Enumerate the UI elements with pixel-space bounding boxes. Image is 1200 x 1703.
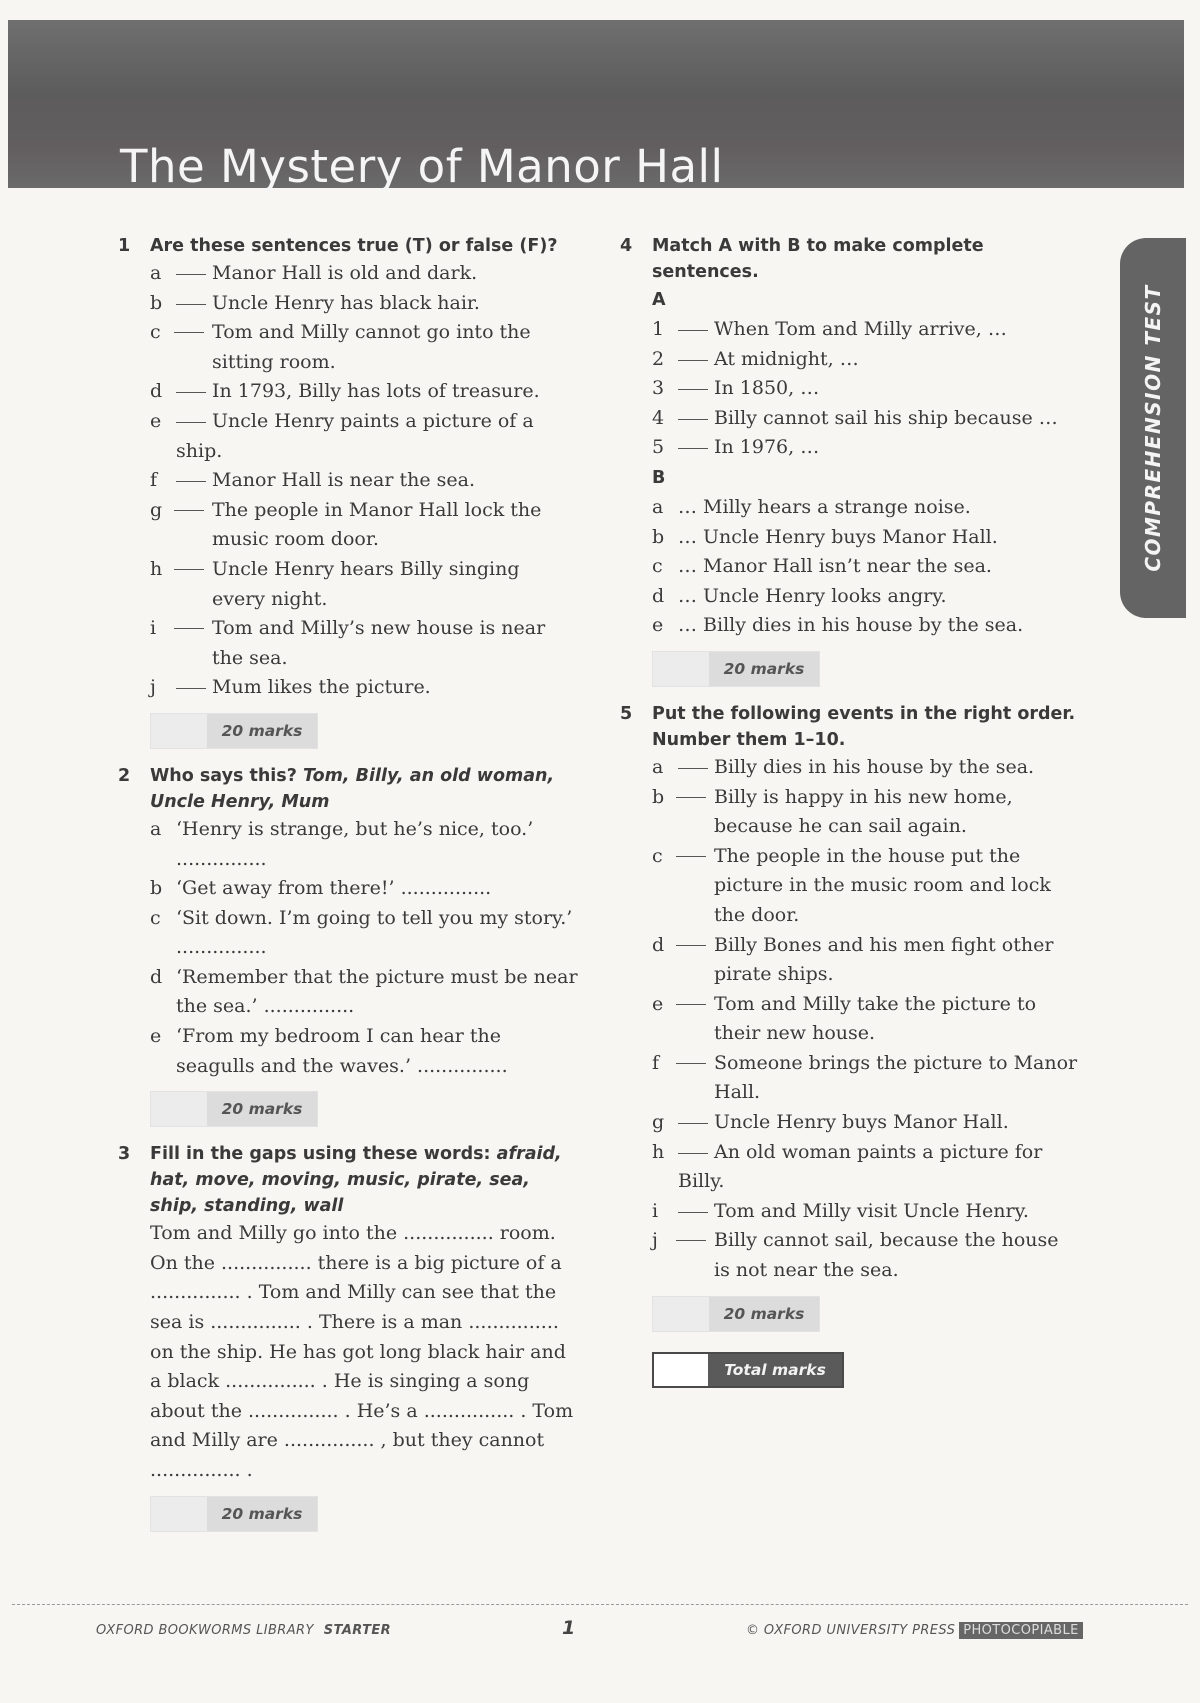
list-item <box>620 523 1080 553</box>
question-number: 5 <box>620 703 633 724</box>
footer-series <box>96 1623 391 1638</box>
item-letter: e <box>652 614 664 637</box>
marks-box[interactable] <box>150 1496 318 1532</box>
item-text: Billy is happy in his new home, because he can sail again. <box>714 785 1013 838</box>
list-item <box>620 1226 1080 1285</box>
page-number: 1 <box>562 1617 576 1639</box>
item-letter: e <box>150 1025 162 1048</box>
list-item <box>620 931 1080 990</box>
list-item <box>118 377 578 407</box>
item-letter: c <box>150 321 161 344</box>
marks-label: 20 marks <box>709 652 819 686</box>
question-text: Fill in the gaps using these words: <box>150 1144 491 1165</box>
publisher-name: © OXFORD UNIVERSITY PRESS <box>746 1623 956 1638</box>
total-marks-label: Total marks <box>708 1354 842 1386</box>
item-text: ‘Sit down. I’m going to tell you my story.’ ............... <box>176 906 573 959</box>
item-text: Uncle Henry paints a picture of a ship. <box>176 409 534 462</box>
item-letter: d <box>652 933 665 956</box>
list-item <box>118 815 578 874</box>
list-item <box>620 374 1080 404</box>
list-item <box>118 673 578 703</box>
list-item <box>118 614 578 673</box>
list-item <box>118 904 578 963</box>
answer-blank[interactable] <box>174 332 204 333</box>
item-letter: j <box>150 676 156 699</box>
item-letter: a <box>150 817 162 840</box>
question-5-heading <box>620 701 1080 753</box>
answer-blank[interactable] <box>176 392 206 393</box>
item-letter: f <box>652 1051 660 1074</box>
question-number: 2 <box>118 765 131 786</box>
question-text: Are these sentences true (T) or false (F)? <box>150 236 558 256</box>
list-item <box>620 582 1080 612</box>
item-number: 4 <box>652 406 665 429</box>
item-letter: j <box>652 1229 658 1252</box>
answer-blank[interactable] <box>678 448 708 449</box>
marks-box[interactable] <box>150 713 318 749</box>
item-text: The people in Manor Hall lock the music room door. <box>212 498 542 551</box>
list-item <box>620 552 1080 582</box>
item-letter: a <box>150 262 162 284</box>
item-number: 2 <box>652 347 665 370</box>
list-item <box>118 496 578 555</box>
list-item <box>620 990 1080 1049</box>
item-text: … Manor Hall isn’t near the sea. <box>678 555 992 578</box>
answer-blank[interactable] <box>176 481 206 482</box>
item-letter: c <box>150 906 161 929</box>
item-text: … Uncle Henry buys Manor Hall. <box>678 525 998 548</box>
list-item <box>620 493 1080 523</box>
side-tab-label: COMPREHENSION TEST <box>1141 284 1165 572</box>
answer-blank[interactable] <box>678 389 708 390</box>
item-text: Billy Bones and his men fight other pirate ships. <box>714 933 1054 986</box>
item-text: Uncle Henry hears Billy singing every night. <box>212 557 520 610</box>
answer-blank[interactable] <box>676 1063 706 1064</box>
question-number: 1 <box>118 236 131 256</box>
item-text: In 1976, … <box>714 436 820 459</box>
item-letter: d <box>150 380 163 403</box>
list-item <box>118 259 578 289</box>
item-letter: b <box>652 525 665 548</box>
list-item <box>118 289 578 319</box>
answer-blank[interactable] <box>678 419 708 420</box>
answer-blank[interactable] <box>678 768 708 769</box>
series-level: STARTER <box>323 1623 392 1638</box>
item-letter: a <box>652 755 664 778</box>
answer-blank[interactable] <box>678 1153 708 1154</box>
list-item <box>118 466 578 496</box>
question-2-heading <box>118 763 578 815</box>
item-number: 5 <box>652 436 665 459</box>
gap-fill-text: Tom and Milly go into the ............... room. On the ............... there is a big picture of a ............... . Tom and Milly can see that the sea is ............... . There is a man ............... on the ship. He has got long black hair and a black ............... . He is singing a song about the ............... . He’s a ............... . Tom and Milly are ............... , but they cannot ............... . <box>150 1222 574 1481</box>
list-item <box>118 318 578 377</box>
item-letter: b <box>150 291 163 314</box>
title-banner <box>8 20 1184 193</box>
marks-label: 20 marks <box>207 714 317 748</box>
item-text: In 1850, … <box>714 377 820 400</box>
item-text: ‘Remember that the picture must be near the sea.’ ............... <box>176 965 578 1018</box>
item-text: ‘Henry is strange, but he’s nice, too.’ ............... <box>176 817 534 870</box>
question-1-heading <box>118 233 578 259</box>
item-text: Tom and Milly cannot go into the sitting room. <box>212 321 531 373</box>
item-letter: h <box>150 557 163 580</box>
item-text: Mum likes the picture. <box>212 676 431 699</box>
answer-blank[interactable] <box>676 856 706 857</box>
total-marks-box[interactable] <box>652 1352 844 1388</box>
item-text: Manor Hall is old and dark. <box>212 262 478 284</box>
item-letter: d <box>652 584 665 607</box>
answer-blank[interactable] <box>176 274 206 275</box>
item-letter: c <box>652 555 663 578</box>
list-item <box>118 1022 578 1081</box>
list-item <box>118 874 578 904</box>
page-title: The Mystery of Manor Hall <box>120 140 724 193</box>
answer-blank[interactable] <box>678 360 708 361</box>
question-options: afraid, hat, move, moving, music, pirate, sea, ship, standing, wall <box>150 1144 562 1217</box>
item-text: Uncle Henry buys Manor Hall. <box>714 1111 1009 1134</box>
list-b-label: B <box>652 467 666 488</box>
answer-blank[interactable] <box>176 304 206 305</box>
marks-label: 20 marks <box>207 1497 317 1531</box>
footer-publisher <box>746 1623 1083 1638</box>
item-text: Billy dies in his house by the sea. <box>714 755 1035 778</box>
list-item <box>118 407 578 466</box>
photocopiable-badge: PHOTOCOPIABLE <box>959 1622 1082 1639</box>
question-text: Who says this? <box>150 765 297 786</box>
item-letter: f <box>150 469 158 492</box>
answer-blank[interactable] <box>174 628 204 629</box>
answer-blank[interactable] <box>174 569 204 570</box>
item-letter: a <box>652 495 664 518</box>
list-item <box>118 963 578 1022</box>
marks-box[interactable] <box>150 1091 318 1127</box>
list-item <box>620 1138 1080 1197</box>
item-text: Tom and Milly visit Uncle Henry. <box>714 1199 1029 1222</box>
item-letter: d <box>150 965 163 988</box>
answer-blank[interactable] <box>678 1123 708 1124</box>
question-number: 3 <box>118 1144 131 1165</box>
side-tab <box>1120 238 1186 618</box>
item-letter: c <box>652 844 663 867</box>
list-item <box>620 1197 1080 1227</box>
item-text: … Billy dies in his house by the sea. <box>678 614 1024 637</box>
item-letter: g <box>150 498 163 521</box>
marks-label: 20 marks <box>709 1297 819 1331</box>
right-column <box>620 233 1080 1388</box>
item-text: In 1793, Billy has lots of treasure. <box>212 380 540 403</box>
list-item <box>620 1108 1080 1138</box>
answer-blank[interactable] <box>676 797 706 798</box>
item-letter: i <box>652 1199 659 1222</box>
series-name: OXFORD BOOKWORMS LIBRARY <box>96 1623 314 1638</box>
item-letter: e <box>652 992 664 1015</box>
item-letter: b <box>150 877 163 900</box>
answer-blank[interactable] <box>678 330 708 331</box>
answer-blank[interactable] <box>676 1004 706 1005</box>
left-column <box>118 233 578 1546</box>
list-item <box>620 404 1080 434</box>
item-text: At midnight, … <box>714 347 859 370</box>
marks-box[interactable] <box>652 1296 820 1332</box>
list-item <box>620 1049 1080 1108</box>
item-text: Tom and Milly’s new house is near the sea. <box>212 617 546 669</box>
question-options: Tom, Billy, an old woman, Uncle Henry, Mum <box>150 765 555 812</box>
list-item <box>118 555 578 614</box>
item-text: Billy cannot sail his ship because … <box>714 406 1058 429</box>
item-text: ‘Get away from there!’ ............... <box>176 877 492 900</box>
item-text: The people in the house put the picture in the music room and lock the door. <box>714 844 1051 926</box>
item-letter: g <box>652 1111 665 1134</box>
question-text: Put the following events in the right order. Number them 1–10. <box>652 703 1076 750</box>
item-text: An old woman paints a picture for Billy. <box>678 1140 1043 1193</box>
answer-blank[interactable] <box>176 688 206 689</box>
item-letter: i <box>150 617 157 640</box>
item-letter: b <box>652 785 665 808</box>
list-item <box>620 315 1080 345</box>
list-item <box>620 433 1080 463</box>
item-text: Uncle Henry has black hair. <box>212 291 480 314</box>
marks-label: 20 marks <box>207 1092 317 1126</box>
item-text: Manor Hall is near the sea. <box>212 469 475 492</box>
item-text: … Uncle Henry looks angry. <box>678 584 947 607</box>
item-letter: e <box>150 409 162 432</box>
list-item <box>620 611 1080 641</box>
item-letter: h <box>652 1140 665 1163</box>
answer-blank[interactable] <box>676 945 706 946</box>
list-a-label: A <box>652 290 666 310</box>
item-text: Tom and Milly take the picture to their new house. <box>714 992 1037 1045</box>
list-item <box>620 753 1080 783</box>
item-text: … Milly hears a strange noise. <box>678 495 971 518</box>
footer-divider <box>12 1604 1188 1605</box>
list-item <box>620 842 1080 931</box>
item-text: Someone brings the picture to Manor Hall. <box>714 1051 1078 1104</box>
question-number: 4 <box>620 236 633 256</box>
list-item <box>620 345 1080 375</box>
answer-blank[interactable] <box>678 1212 708 1213</box>
item-text: Billy cannot sail, because the house is not near the sea. <box>714 1229 1059 1282</box>
item-text: ‘From my bedroom I can hear the seagulls and the waves.’ ............... <box>176 1025 508 1077</box>
list-item <box>620 783 1080 842</box>
item-number: 3 <box>652 377 665 400</box>
question-3-heading <box>118 1141 578 1219</box>
item-number: 1 <box>652 318 665 340</box>
question-text: Match A with B to make complete sentences. <box>652 236 984 282</box>
question-4-heading <box>620 233 1080 285</box>
answer-blank[interactable] <box>176 422 206 423</box>
item-text: When Tom and Milly arrive, … <box>714 318 1007 340</box>
answer-blank[interactable] <box>174 510 204 511</box>
answer-blank[interactable] <box>676 1240 706 1241</box>
marks-box[interactable] <box>652 651 820 687</box>
